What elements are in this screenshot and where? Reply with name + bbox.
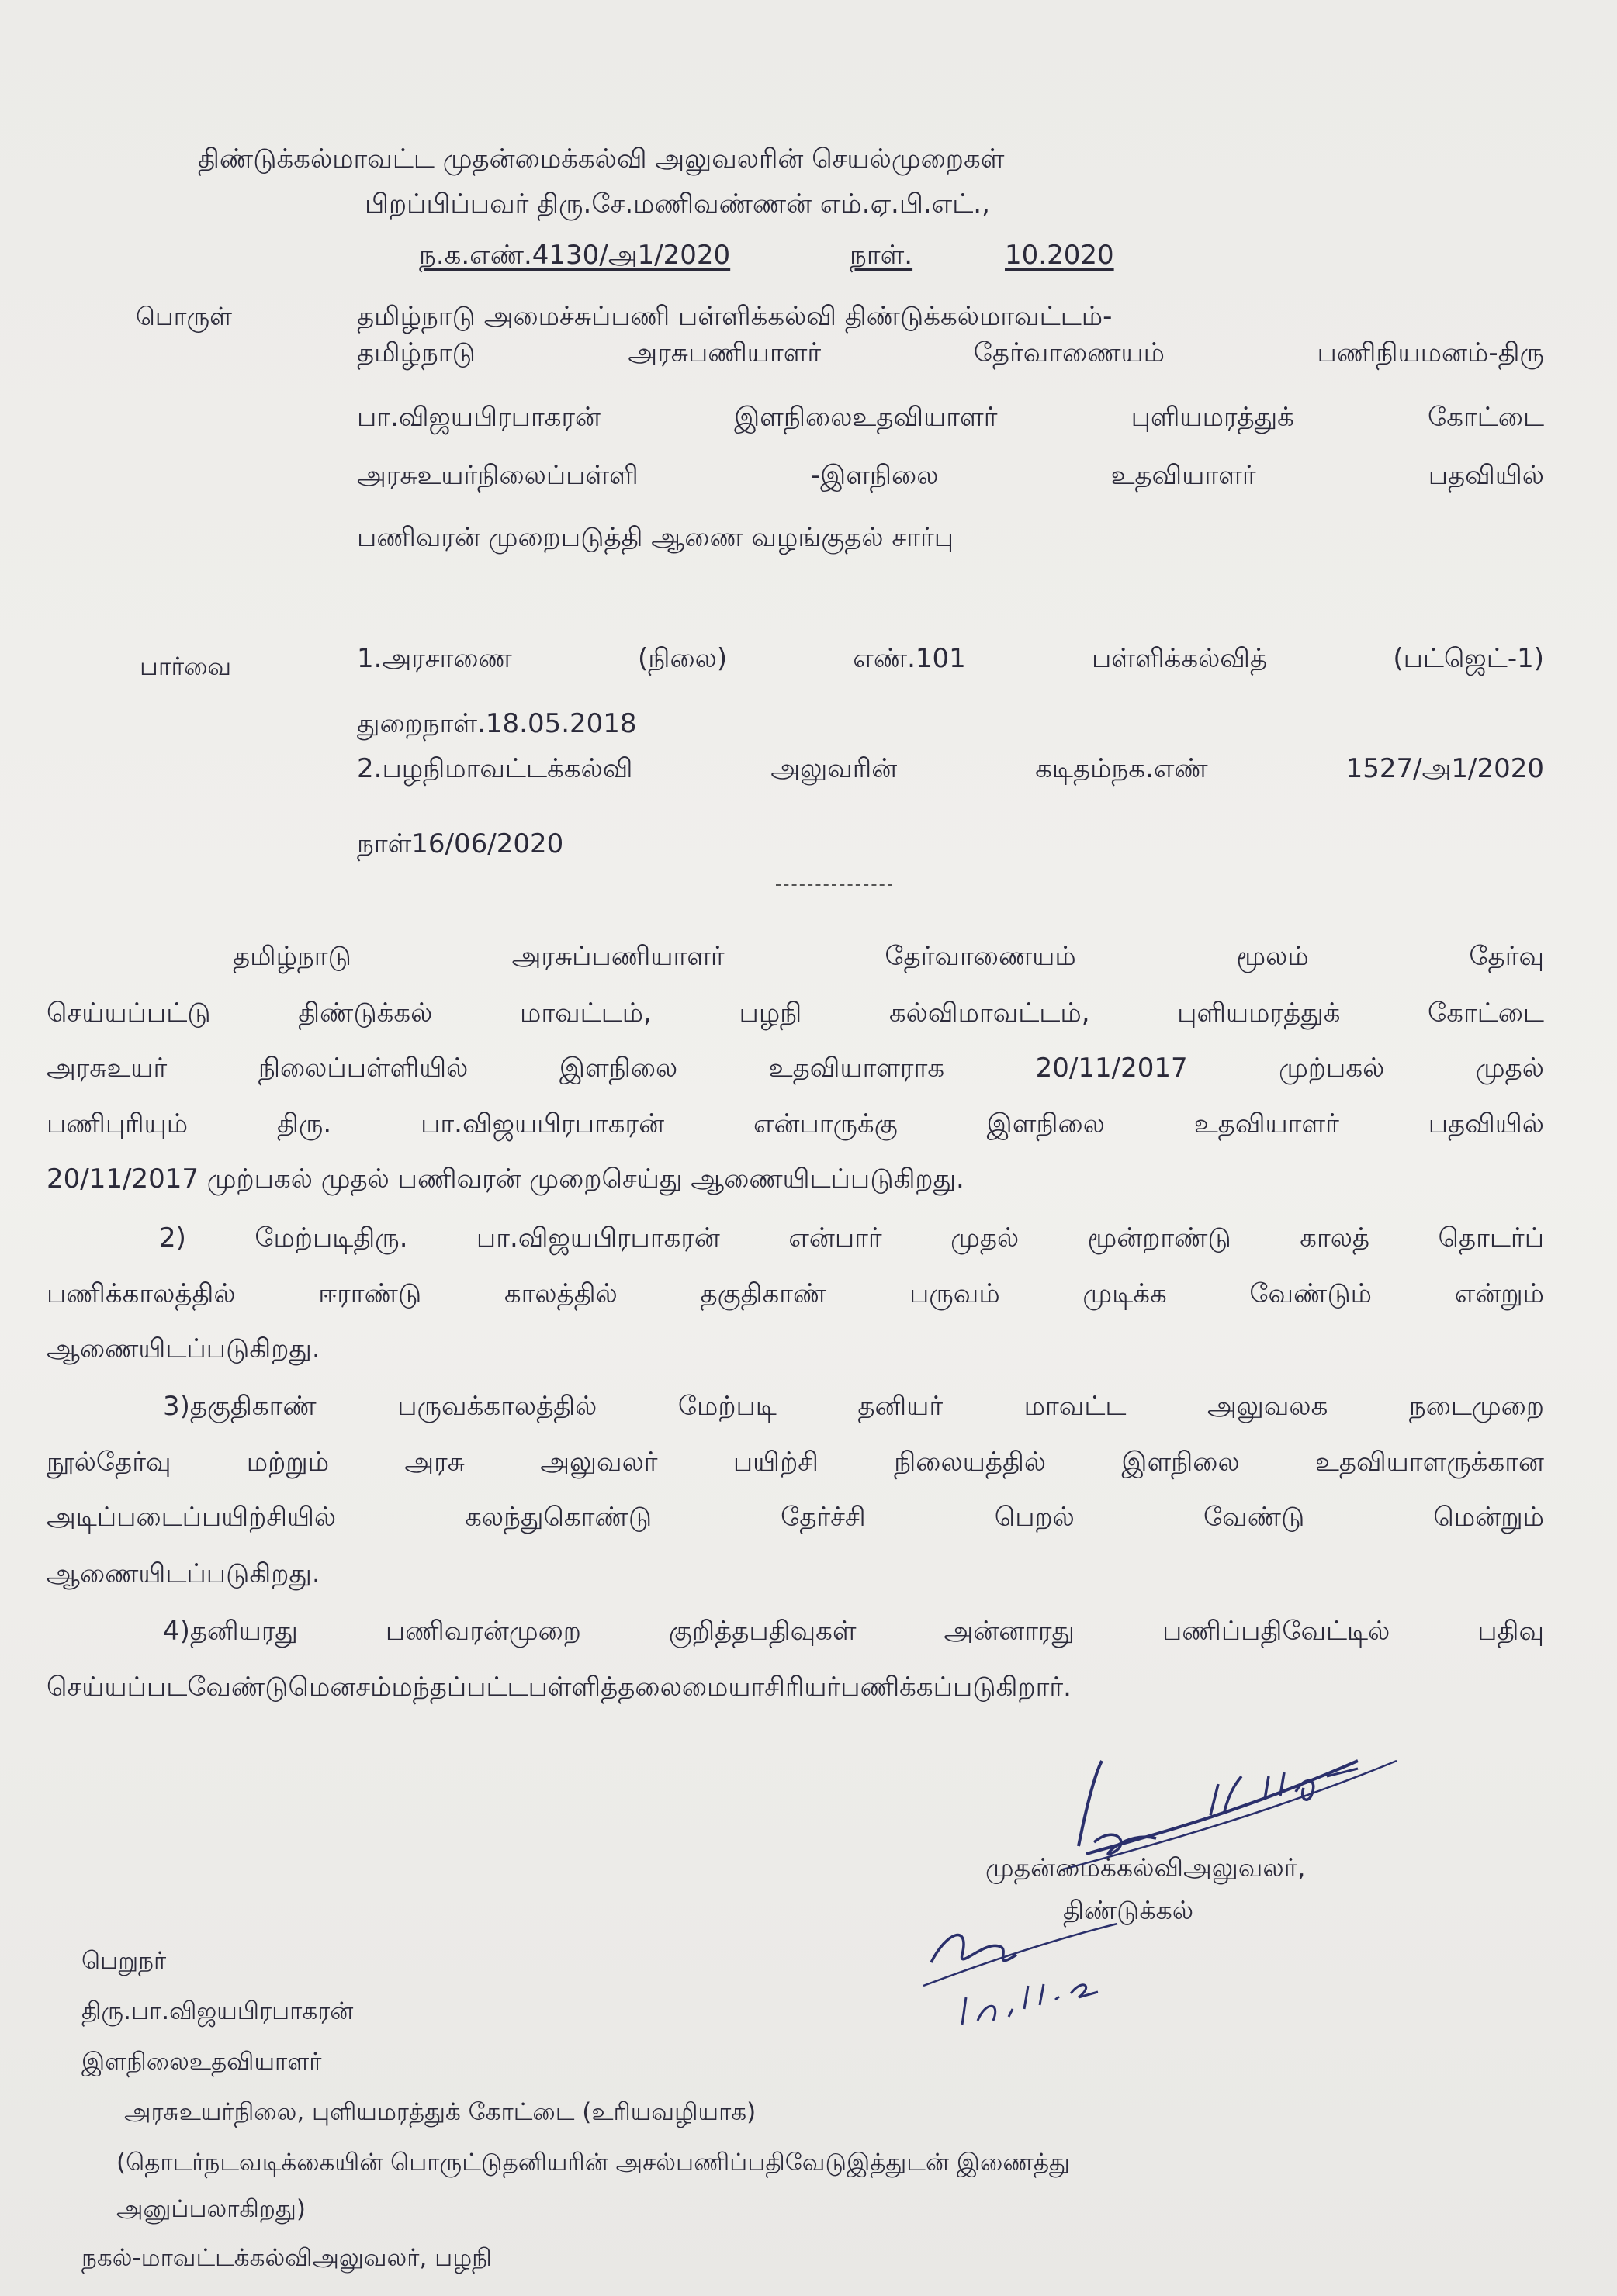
body-p2-line-1: 2) மேற்படிதிரு. பா.விஜயபிரபாகரன் என்பார் முதல் மூன்றாண்டு காலத் தொடர்ப் [159, 1222, 1544, 1253]
recipient-designation: இளநிலைஉதவியாளர் [81, 2048, 322, 2076]
signatory-title: முதன்மைக்கல்விஅலுவலர், [985, 1852, 1306, 1883]
date-value: 10.2020 [1005, 240, 1114, 271]
subject-line-5: பணிவரன் முறைபடுத்தி ஆணை வழங்குதல் சார்பு [357, 522, 954, 553]
section-divider [776, 884, 892, 886]
copy-to-deo: நகல்-மாவட்டக்கல்விஅலுவலர், பழநி [81, 2244, 492, 2272]
body-p4-line-2: செய்யப்படவேண்டுமெனசம்மந்தப்பட்டபள்ளித்தலைமையாசிரியர்பணிக்கப்படுகிறார். [47, 1672, 1072, 1703]
body-p3-line-3: அடிப்படைப்பயிற்சியில் கலந்துகொண்டு தேர்ச்சி பெறல் வேண்டு மென்றும் [47, 1502, 1544, 1533]
body-p4-line-1: 4)தனியரது பணிவரன்முறை குறித்தபதிவுகள் அன்னாரது பணிப்பதிவேட்டில் பதிவு [163, 1616, 1544, 1647]
enclosure-note-line-1: (தொடர்நடவடிக்கையின் பொருட்டுதனியரின் அசல்பணிப்பதிவேடுஇத்துடன் இணைத்து [116, 2149, 1070, 2177]
signatory-place: திண்டுக்கல் [1063, 1895, 1194, 1925]
enclosure-note-line-2: அனுப்பலாகிறது) [116, 2195, 306, 2223]
subject-line-4: அரசுஉயர்நிலைப்பள்ளி -இளநிலை உதவியாளர் பதவியில் [357, 460, 1544, 491]
body-p3-line-1: 3)தகுதிகாண் பருவக்காலத்தில் மேற்படி தனியர் மாவட்ட அலுவலக நடைமுறை [163, 1391, 1544, 1422]
body-p1-line-4: பணிபுரியும் திரு. பா.விஜயபிரபாகரன் என்பாருக்கு இளநிலை உதவியாளர் பதவியில் [47, 1108, 1544, 1139]
reference-line-3: 2.பழநிமாவட்டக்கல்வி அலுவரின் கடிதம்நக.எண் 1527/அ1/2020 [357, 753, 1544, 784]
body-p1-line-5: 20/11/2017 முற்பகல் முதல் பணிவரன் முறைசெய்து ஆணையிடப்படுகிறது. [47, 1164, 964, 1195]
body-p1-line-2: செய்யப்பட்டு திண்டுக்கல் மாவட்டம், பழநி கல்விமாவட்டம், புளியமரத்துக் கோட்டை [47, 998, 1544, 1029]
subject-line-1: தமிழ்நாடு அமைச்சுப்பணி பள்ளிக்கல்வி திண்டுக்கல்மாவட்டம்- [357, 301, 1113, 332]
recipient-name: திரு.பா.விஜயபிரபாகரன் [81, 1997, 354, 2025]
subject-line-3: பா.விஜயபிரபாகரன் இளநிலைஉதவியாளர் புளியமரத்துக் கோட்டை [357, 402, 1544, 433]
reference-line-1: 1.அரசாணை (நிலை) எண்.101 பள்ளிக்கல்வித் (பட்ஜெட்-1) [357, 643, 1544, 674]
recipient-school: அரசுஉயர்நிலை, புளியமரத்துக் கோட்டை (உரியவழியாக) [124, 2098, 757, 2126]
body-p2-line-3: ஆணையிடப்படுகிறது. [47, 1333, 320, 1364]
reference-line-2: துறைநாள்.18.05.2018 [357, 708, 637, 739]
body-p3-line-4: ஆணையிடப்படுகிறது. [47, 1558, 320, 1589]
reference-label: பார்வை [140, 652, 232, 681]
reference-number: ந.க.எண்.4130/அ1/2020 [419, 240, 731, 271]
body-p1-line-1: தமிழ்நாடு அரசுப்பணியாளர் தேர்வாணையம் மூலம் தேர்வு [233, 941, 1544, 972]
subject-line-2: தமிழ்நாடு அரசுபணியாளர் தேர்வாணையம் பணிநியமனம்-திரு [357, 337, 1544, 368]
reference-line-4: நாள்16/06/2020 [357, 828, 564, 859]
date-label: நாள். [850, 240, 913, 271]
handwritten-initials [916, 1900, 1164, 2056]
body-p2-line-2: பணிக்காலத்தில் ஈராண்டு காலத்தில் தகுதிகாண் பருவம் முடிக்க வேண்டும் என்றும் [47, 1278, 1544, 1309]
subject-label: பொருள் [136, 302, 232, 331]
body-p1-line-3: அரசுஉயர் நிலைப்பள்ளியில் இளநிலை உதவியாளராக 20/11/2017 முற்பகல் முதல் [47, 1053, 1544, 1084]
body-p3-line-2: நூல்தேர்வு மற்றும் அரசு அலுவலர் பயிற்சி நிலையத்தில் இளநிலை உதவியாளருக்கான [47, 1447, 1544, 1478]
issued-by-line: பிறப்பிப்பவர் திரு.சே.மணிவண்ணன் எம்.ஏ.பி.எட்., [365, 188, 990, 220]
office-header: திண்டுக்கல்மாவட்ட முதன்மைக்கல்வி அலுவலரின் செயல்முறைகள் [198, 144, 1005, 175]
recipient-label: பெறுநர் [81, 1947, 167, 1975]
